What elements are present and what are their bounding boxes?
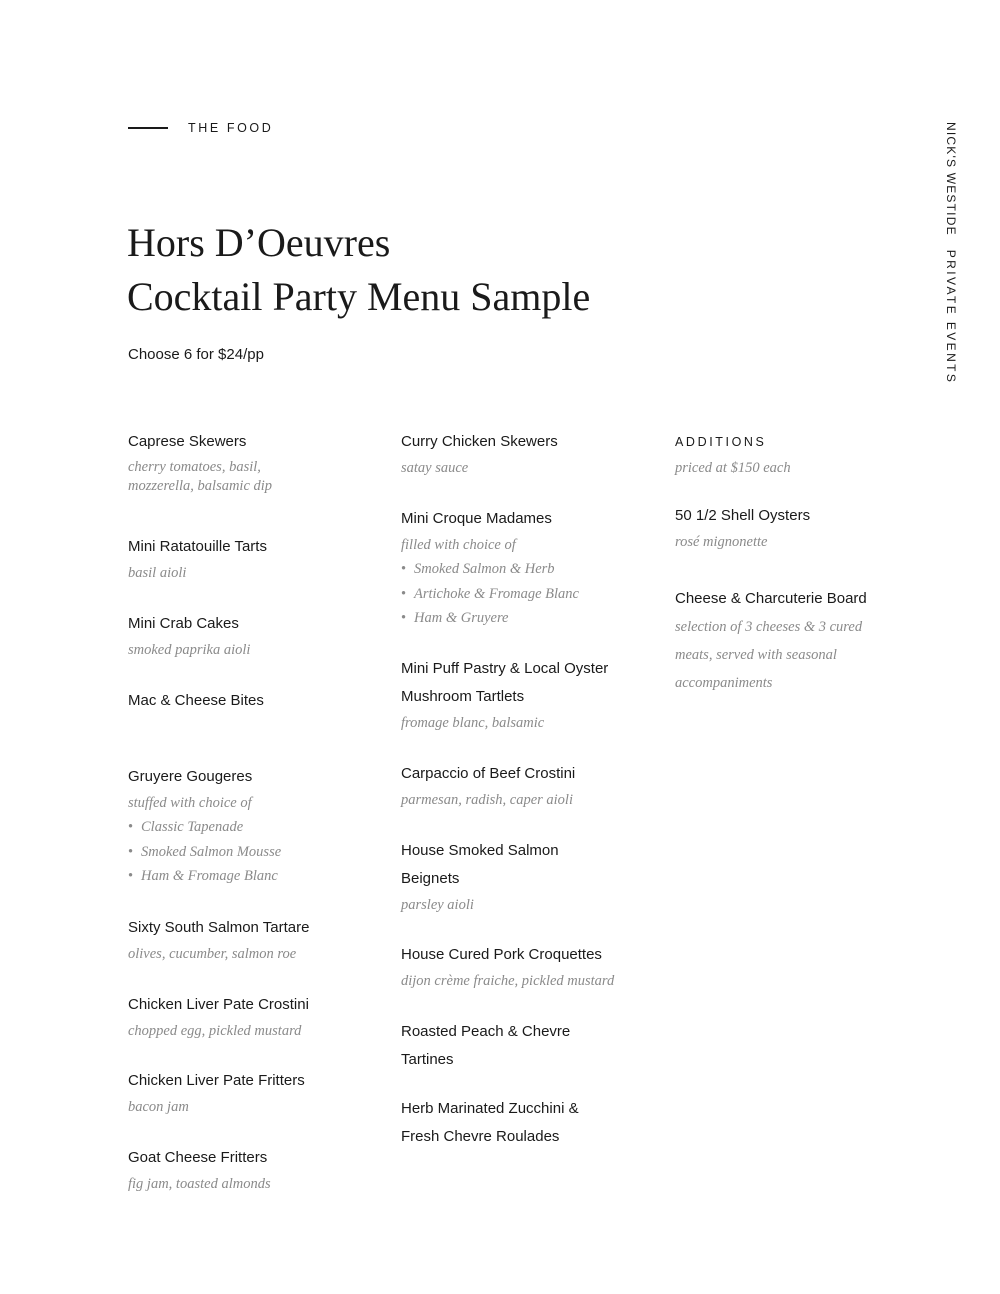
item-name: House Cured Pork Croquettes: [401, 946, 602, 963]
menu-item: [401, 1095, 651, 1151]
item-description: fig jam, toasted almonds: [128, 1176, 271, 1192]
option-item: • Ham & Fromage Blanc: [128, 864, 378, 889]
option-item: • Smoked Salmon Mousse: [128, 840, 378, 865]
menu-item: [401, 1018, 651, 1074]
menu-item: [401, 655, 661, 735]
menu-item: [128, 1067, 378, 1119]
item-name: Sixty South Salmon Tartare: [128, 919, 310, 936]
item-description: fromage blanc, balsamic: [401, 715, 545, 731]
item-description-line: accompaniments: [675, 675, 773, 691]
item-name-line: House Smoked Salmon: [401, 842, 559, 859]
item-name: Chicken Liver Pate Fritters: [128, 1072, 305, 1089]
option-item: • Classic Tapenade: [128, 815, 378, 840]
item-description: chopped egg, pickled mustard: [128, 1023, 302, 1039]
page-title: [127, 216, 590, 324]
title-line-2: Cocktail Party Menu Sample: [127, 274, 591, 319]
additions-heading: ADDITIONS: [675, 435, 767, 449]
item-name-line: Fresh Chevre Roulades: [401, 1128, 560, 1145]
item-description: bacon jam: [128, 1099, 189, 1115]
option-list: [128, 815, 378, 889]
item-name-line: Beignets: [401, 870, 460, 887]
item-description-line: selection of 3 cheeses & 3 cured: [675, 619, 863, 635]
item-name: Mini Ratatouille Tarts: [128, 538, 267, 555]
item-description: satay sauce: [401, 460, 469, 476]
section-label: THE FOOD: [188, 121, 274, 135]
option-item: • Artichoke & Fromage Blanc: [401, 582, 651, 607]
item-name-line: Tartines: [401, 1051, 454, 1068]
menu-item: [401, 837, 651, 917]
item-description: cherry tomatoes, basil, mozzerella, balsamic dip: [128, 459, 273, 494]
item-name: Mini Crab Cakes: [128, 615, 239, 632]
menu-item: [401, 760, 651, 812]
menu-item: [128, 1144, 378, 1196]
additions-header: [675, 428, 925, 480]
menu-item: [128, 763, 378, 889]
item-description: basil aioli: [128, 565, 187, 581]
item-description: smoked paprika aioli: [128, 642, 251, 658]
item-name: Caprese Skewers: [128, 433, 247, 450]
menu-item: [128, 991, 378, 1043]
item-description: filled with choice of: [401, 537, 516, 553]
item-name-line: Roasted Peach & Chevre: [401, 1023, 571, 1040]
item-description: rosé mignonette: [675, 534, 768, 550]
item-description: parmesan, radish, caper aioli: [401, 792, 573, 808]
item-description-line: meats, served with seasonal: [675, 647, 837, 663]
additions-price: priced at $150 each: [675, 460, 791, 476]
item-description: olives, cucumber, salmon roe: [128, 946, 297, 962]
menu-item: [128, 687, 378, 715]
menu-item: [128, 610, 378, 662]
menu-item: [401, 941, 661, 993]
header-rule: [128, 127, 168, 129]
item-description: dijon crème fraiche, pickled mustard: [401, 973, 615, 989]
side-label-events: PRIVATE EVENTS: [944, 249, 958, 385]
item-name-line: Mini Puff Pastry & Local Oyster: [401, 660, 609, 677]
option-list: [401, 557, 651, 631]
side-label: [944, 122, 958, 384]
item-name: Chicken Liver Pate Crostini: [128, 996, 309, 1013]
item-name: Mac & Cheese Bites: [128, 692, 264, 709]
title-line-1: Hors D’Oeuvres: [127, 220, 391, 265]
item-name: Carpaccio of Beef Crostini: [401, 765, 576, 782]
menu-item: [128, 533, 378, 585]
item-name-line: Mushroom Tartlets: [401, 688, 525, 705]
item-name-line: Herb Marinated Zucchini &: [401, 1100, 579, 1117]
item-name: Curry Chicken Skewers: [401, 433, 558, 450]
item-description: stuffed with choice of: [128, 795, 252, 811]
item-description: parsley aioli: [401, 897, 474, 913]
menu-item: [675, 585, 915, 697]
item-name: Cheese & Charcuterie Board: [675, 590, 867, 607]
menu-item: [401, 505, 651, 631]
option-item: • Ham & Gruyere: [401, 606, 651, 631]
option-item: • Smoked Salmon & Herb: [401, 557, 651, 582]
menu-item: [401, 428, 651, 480]
menu-item: [128, 428, 378, 496]
item-name: Mini Croque Madames: [401, 510, 552, 527]
menu-item: [675, 502, 925, 554]
side-label-venue: NICK'S WESTIDE: [944, 122, 958, 236]
item-name: Goat Cheese Fritters: [128, 1149, 268, 1166]
item-name: Gruyere Gougeres: [128, 768, 253, 785]
pricing-subtitle: Choose 6 for $24/pp: [128, 346, 264, 363]
menu-item: [128, 914, 378, 966]
item-name: 50 1/2 Shell Oysters: [675, 507, 811, 524]
